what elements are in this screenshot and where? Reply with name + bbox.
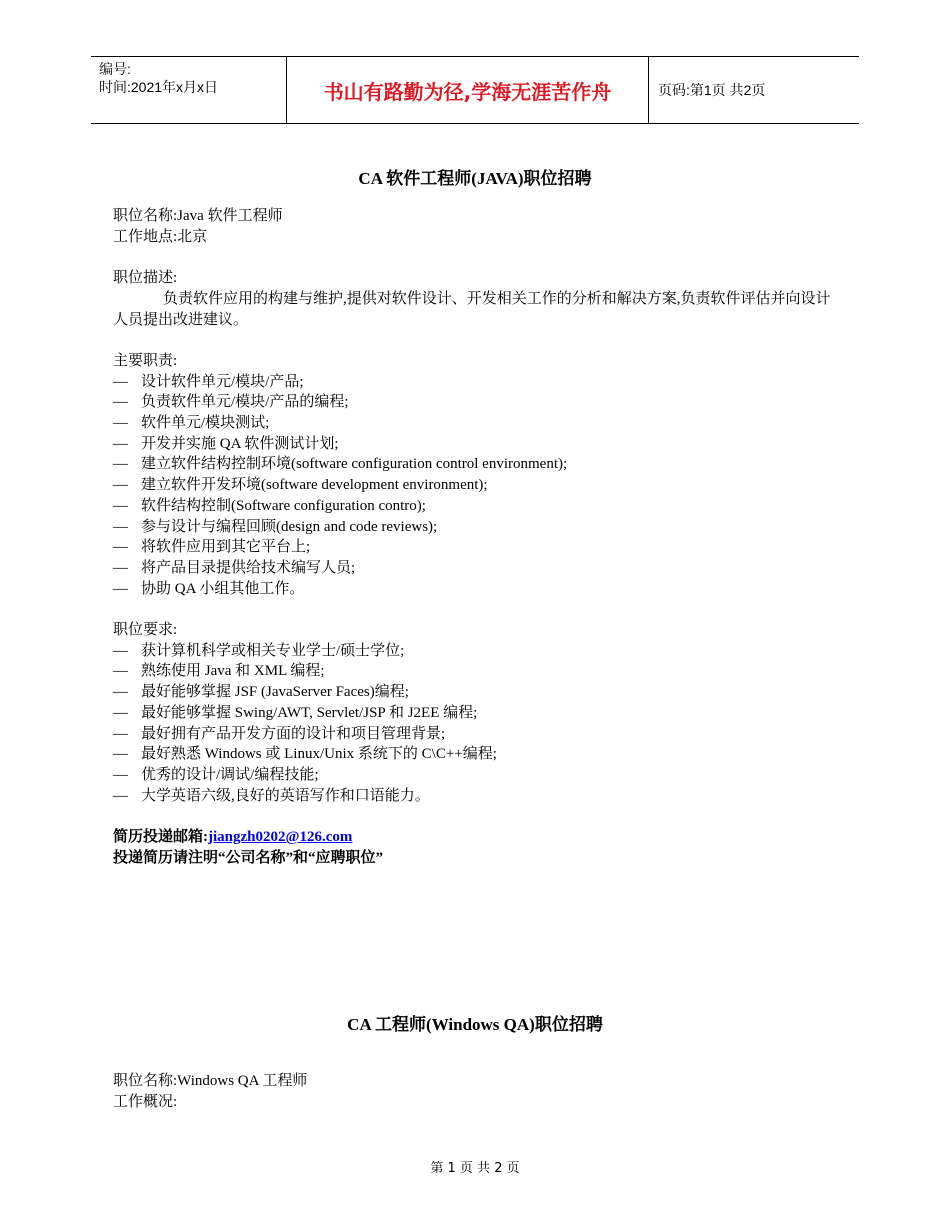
job2-title: CA 工程师(Windows QA)职位招聘 xyxy=(347,1015,603,1034)
list-item: — 熟练使用 Java 和 XML 编程; xyxy=(113,661,833,682)
list-item: — 设计软件单元/模块/产品; xyxy=(113,372,833,393)
list-item: — 最好拥有产品开发方面的设计和项目管理背景; xyxy=(113,724,833,745)
dash-bullet: — xyxy=(113,539,128,556)
list-item: — 建立软件开发环境(software development environment); xyxy=(113,475,833,496)
job1-duties-list xyxy=(113,372,833,600)
email-link[interactable]: jiangzh0202@126.com xyxy=(208,829,353,846)
list-item: — 软件单元/模块测试; xyxy=(113,413,833,434)
list-item: — 负责软件单元/模块/产品的编程; xyxy=(113,392,833,413)
dash-bullet: — xyxy=(113,373,128,390)
application-note: 投递简历请注明“公司名称”和“应聘职位” xyxy=(113,849,384,866)
list-item: — 将软件应用到其它平台上; xyxy=(113,537,833,558)
list-item: — 大学英语六级,良好的英语写作和口语能力。 xyxy=(113,786,833,807)
dash-bullet: — xyxy=(113,477,128,494)
dash-bullet: — xyxy=(113,787,128,804)
page-footer: 第 1 页 共 2 页 xyxy=(430,1161,520,1176)
dash-bullet: — xyxy=(113,559,128,576)
job2-overview: 工作概况: xyxy=(113,1093,178,1110)
dash-bullet: — xyxy=(113,415,128,431)
job1-name: 职位名称:Java 软件工程师 xyxy=(113,208,283,224)
job1-desc-text: 负责软件应用的构建与维护,提供对软件设计、开发相关工作的分析和解决方案,负责软件评估并向设计人员提出改进建议。 xyxy=(113,290,831,328)
header-info-cell xyxy=(91,57,286,123)
dash-bullet: — xyxy=(113,684,128,701)
dash-bullet: — xyxy=(113,518,128,535)
list-item: — 获计算机科学或相关专业学士/硕士学位; xyxy=(113,641,833,662)
dash-bullet: — xyxy=(113,642,128,659)
list-item: — 将产品目录提供给技术编写人员; xyxy=(113,558,833,579)
list-item: — 建立软件结构控制环境(software configuration control environment); xyxy=(113,454,833,475)
document-time-label: 时间:2021年x月x日 xyxy=(99,79,219,95)
dash-bullet: — xyxy=(113,435,128,452)
job1-duties-heading: 主要职责: xyxy=(113,352,178,369)
dash-bullet: — xyxy=(113,704,128,721)
header-motto: 书山有路勤为径,学海无涯苦作舟 xyxy=(286,57,649,123)
job1-req-heading: 职位要求: xyxy=(113,622,178,639)
dash-bullet: — xyxy=(113,663,128,680)
list-item: — 最好熟悉 Windows 或 Linux/Unix 系统下的 C\C++编程; xyxy=(113,744,833,765)
dash-bullet: — xyxy=(113,456,128,473)
page-header xyxy=(91,56,859,124)
list-item: — 最好能够掌握 JSF (JavaServer Faces)编程; xyxy=(113,682,833,703)
document-number-label: 编号: xyxy=(99,61,131,77)
dash-bullet: — xyxy=(113,725,128,742)
dash-bullet: — xyxy=(113,746,128,763)
email-label: 简历投递邮箱: xyxy=(113,829,208,846)
job1-title: CA 软件工程师(JAVA)职位招聘 xyxy=(358,169,592,188)
job1-desc-heading: 职位描述: xyxy=(113,270,178,287)
job1-location: 工作地点:北京 xyxy=(113,228,208,245)
job2-name: 职位名称:Windows QA 工程师 xyxy=(113,1073,308,1089)
job1-content xyxy=(113,206,833,868)
job2-content xyxy=(113,1071,833,1112)
email-line xyxy=(113,827,833,848)
dash-bullet: — xyxy=(113,580,128,597)
list-item: — 优秀的设计/调试/编程技能; xyxy=(113,765,833,786)
header-page-label: 页码:第1页 共2页 xyxy=(658,82,766,98)
list-item: — 开发并实施 QA 软件测试计划; xyxy=(113,434,833,455)
dash-bullet: — xyxy=(113,394,128,411)
list-item: — 协助 QA 小组其他工作。 xyxy=(113,579,833,600)
list-item: — 最好能够掌握 Swing/AWT, Servlet/JSP 和 J2EE 编程; xyxy=(113,703,833,724)
list-item: — 软件结构控制(Software configuration contro); xyxy=(113,496,833,517)
list-item: — 参与设计与编程回顾(design and code reviews); xyxy=(113,517,833,538)
job1-requirements-list xyxy=(113,641,833,807)
dash-bullet: — xyxy=(113,766,128,783)
dash-bullet: — xyxy=(113,497,128,514)
